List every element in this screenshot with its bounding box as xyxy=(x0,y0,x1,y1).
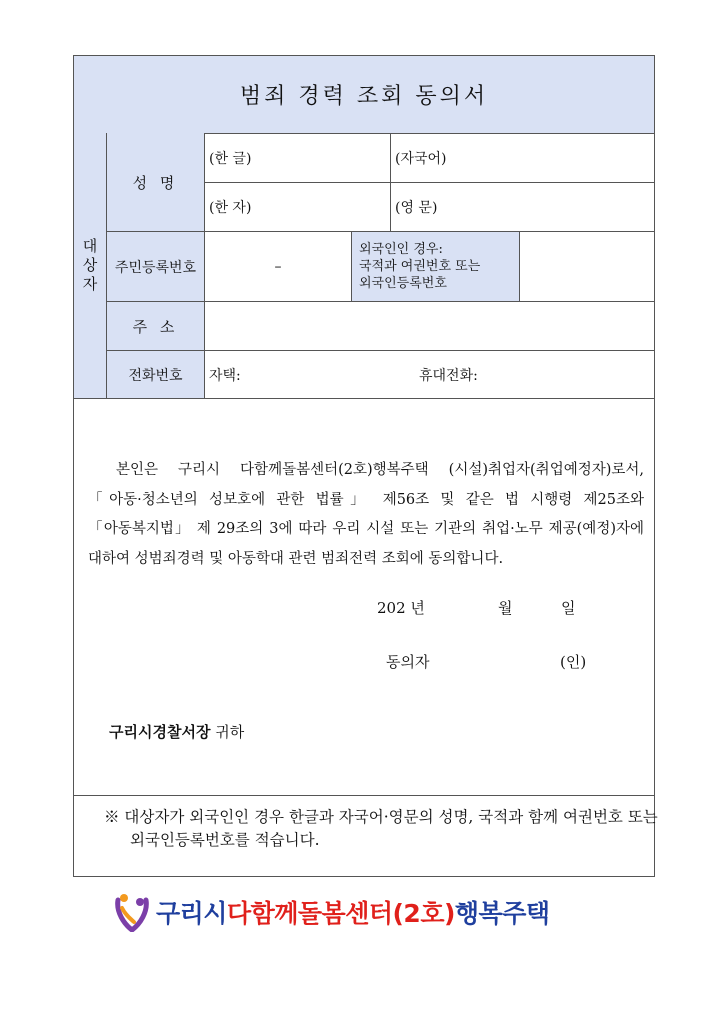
center-logo xyxy=(112,890,550,934)
subject-label-char: 상 xyxy=(82,256,98,274)
date-month: 월 xyxy=(498,599,513,617)
recipient-suffix: 귀하 xyxy=(215,723,245,741)
address-field[interactable] xyxy=(205,302,654,351)
mobile-phone-label: 휴대전화: xyxy=(419,367,478,384)
consent-statement: 본인은 구리시 다함께돌봄센터(2호)행복주택 (시설)취업자(취업예정자)로서, 「아동·청소년의 성보호에 관한 법률」 제56조 및 같은 법 시행령 제25조와 「아동복지법」 제 29조의 3에 따라 우리 시설 또는 기관의 취업·노무 제공(예정)자에 대하여 성범죄경력 및 아동학대 관련 범죄전력 조회에 동의합니다. xyxy=(88,462,644,567)
recipient xyxy=(109,721,244,742)
signer-label: 동의자 xyxy=(386,653,430,671)
recipient-name: 구리시경찰서장 xyxy=(109,723,211,741)
name-label: 성 명 xyxy=(107,133,205,232)
form-title: 범죄 경력 조회 동의서 xyxy=(74,56,654,134)
consent-form xyxy=(73,55,658,877)
logo-text-guri: 구리시 xyxy=(156,899,227,928)
mobile-phone-field[interactable] xyxy=(415,351,654,399)
home-phone-field[interactable] xyxy=(205,351,415,399)
foreigner-note: ※ 대상자가 외국인인 경우 한글과 자국어·영문의 성명, 국적과 함께 여권번호 또는 외국인등록번호를 적습니다. xyxy=(104,808,658,849)
date-year: 202 년 xyxy=(377,599,425,617)
signature-seal[interactable]: (인) xyxy=(560,653,587,671)
address-label: 주 소 xyxy=(107,302,205,351)
subject-label-char: 자 xyxy=(82,275,98,293)
rrn-field[interactable]: – xyxy=(205,232,352,302)
phone-label: 전화번호 xyxy=(107,351,205,399)
logo-text-housing: 행복주택 xyxy=(454,899,550,928)
name-hangul-field[interactable]: (한 글) xyxy=(205,133,391,183)
foreigner-id-field[interactable] xyxy=(520,232,654,302)
date-day: 일 xyxy=(561,599,576,617)
subject-label xyxy=(74,133,107,399)
heart-people-icon xyxy=(112,892,152,932)
logo-text-center: 다함께돌봄센터(2호) xyxy=(226,899,455,928)
note-section xyxy=(74,795,658,876)
foreigner-label-line: 국적과 여권번호 또는 xyxy=(359,259,481,274)
home-phone-label: 자택: xyxy=(209,367,241,384)
subject-label-char: 대 xyxy=(82,237,98,255)
name-native-field[interactable]: (자국어) xyxy=(391,133,654,183)
foreigner-id-label xyxy=(352,232,520,302)
name-english-field[interactable]: (영 문) xyxy=(391,183,654,232)
rrn-label: 주민등록번호 xyxy=(107,232,205,302)
foreigner-label-line: 외국인등록번호 xyxy=(359,276,447,291)
foreigner-label-line: 외국인인 경우: xyxy=(359,242,443,257)
name-hanja-field[interactable]: (한 자) xyxy=(205,183,391,232)
